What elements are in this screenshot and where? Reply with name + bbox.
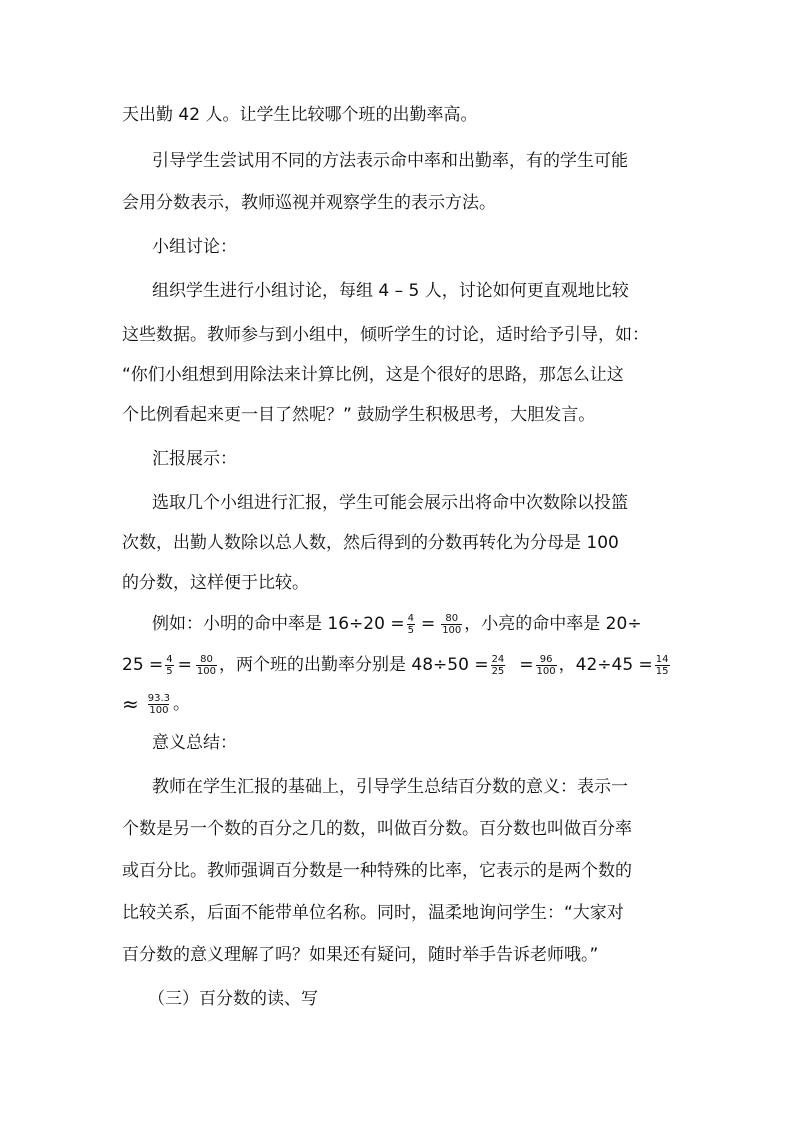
equals-sign: = (420, 614, 436, 634)
equals-sign: = (177, 655, 192, 675)
text: 个数是另一个数的百分之几的数，叫做百分数。百分数也叫做百分率 (122, 819, 632, 839)
text-line (122, 363, 624, 387)
text-line (152, 149, 628, 173)
text-line (152, 775, 628, 799)
text: 的分数，这样便于比较。 (122, 573, 309, 593)
denominator: 100 (149, 704, 169, 716)
text: ，两个班的出勤率分别是 48÷50 = (219, 655, 489, 675)
fraction (165, 654, 173, 677)
approx-sign: ≈ (122, 692, 139, 716)
text: 例如：小明的命中率是 16÷20 = (152, 614, 405, 634)
text: 。 (173, 694, 191, 714)
fraction (407, 613, 415, 636)
text-line (122, 901, 624, 925)
fraction (491, 654, 506, 677)
text: ，小亮的命中率是 20÷ (464, 614, 642, 634)
denominator: 100 (196, 665, 216, 677)
text: 教师在学生汇报的基础上，引导学生总结百分数的意义：表示一 (152, 777, 628, 797)
denominator: 5 (407, 624, 414, 636)
denominator: 5 (166, 665, 173, 677)
text: 天出勤 42 人。让学生比较哪个班的出勤率高。 (122, 105, 478, 125)
example-line-1 (152, 604, 642, 644)
numerator: 4 (407, 612, 414, 624)
fraction (441, 613, 462, 636)
section-heading-3 (148, 987, 318, 1011)
numerator: 24 (491, 653, 505, 665)
text: 小组讨论： (152, 237, 237, 257)
text: ，42÷45 = (558, 655, 653, 675)
numerator: 80 (445, 612, 459, 624)
fraction (196, 654, 217, 677)
example-line-2 (122, 645, 672, 685)
text: “你们小组想到用除法来计算比例，这是个很好的思路，那怎么让这 (122, 365, 624, 385)
numerator: 4 (166, 653, 173, 665)
denominator: 100 (536, 665, 556, 677)
text: 组织学生进行小组讨论，每组 4 – 5 人，讨论如何更直观地比较 (152, 281, 629, 301)
fraction (536, 654, 557, 677)
text: 个比例看起来更一目了然呢？” 鼓励学生积极思考，大胆发言。 (122, 405, 596, 425)
text-line (122, 403, 595, 427)
text: 比较关系，后面不能带单位名称。同时，温柔地询问学生：“大家对 (122, 903, 624, 923)
text: 会用分数表示，教师巡视并观察学生的表示方法。 (122, 193, 496, 213)
text: 次数，出勤人数除以总人数，然后得到的分数再转化为分母是 100 (122, 533, 619, 553)
heading-report (152, 447, 237, 471)
text: 选取几个小组进行汇报，学生可能会展示出将命中次数除以投篮 (152, 493, 628, 513)
text-line (122, 323, 649, 347)
text-line (152, 279, 629, 303)
text-line (122, 191, 496, 215)
fraction (147, 693, 171, 716)
text: 或百分比。教师强调百分数是一种特殊的比率，它表示的是两个数的 (122, 861, 632, 881)
example-line-3 (122, 684, 190, 724)
text-line (122, 531, 619, 555)
denominator: 100 (442, 624, 462, 636)
equals-sign: = (519, 655, 534, 675)
numerator: 80 (200, 653, 213, 665)
text-line (122, 103, 477, 127)
denominator: 15 (655, 665, 669, 677)
fraction (655, 654, 670, 677)
heading-meaning-summary (152, 731, 237, 755)
text: 汇报展示： (152, 449, 237, 469)
text: 百分数的意义理解了吗？如果还有疑问，随时举手告诉老师哦。” (122, 945, 599, 965)
text: 引导学生尝试用不同的方法表示命中率和出勤率，有的学生可能 (152, 151, 628, 171)
numerator: 96 (539, 653, 553, 665)
text-line (122, 943, 598, 967)
text: 这些数据。教师参与到小组中，倾听学生的讨论，适时给予引导，如： (122, 325, 649, 345)
text: （三）百分数的读、写 (148, 989, 318, 1009)
numerator: 93.3 (147, 692, 171, 704)
text-line (122, 571, 309, 595)
heading-group-discussion (152, 235, 237, 259)
text-line (122, 817, 632, 841)
text: 意义总结： (152, 733, 237, 753)
text: 25 = (122, 655, 164, 675)
denominator: 25 (491, 665, 505, 677)
text-line (122, 859, 632, 883)
text-line (152, 491, 628, 515)
numerator: 14 (655, 653, 669, 665)
